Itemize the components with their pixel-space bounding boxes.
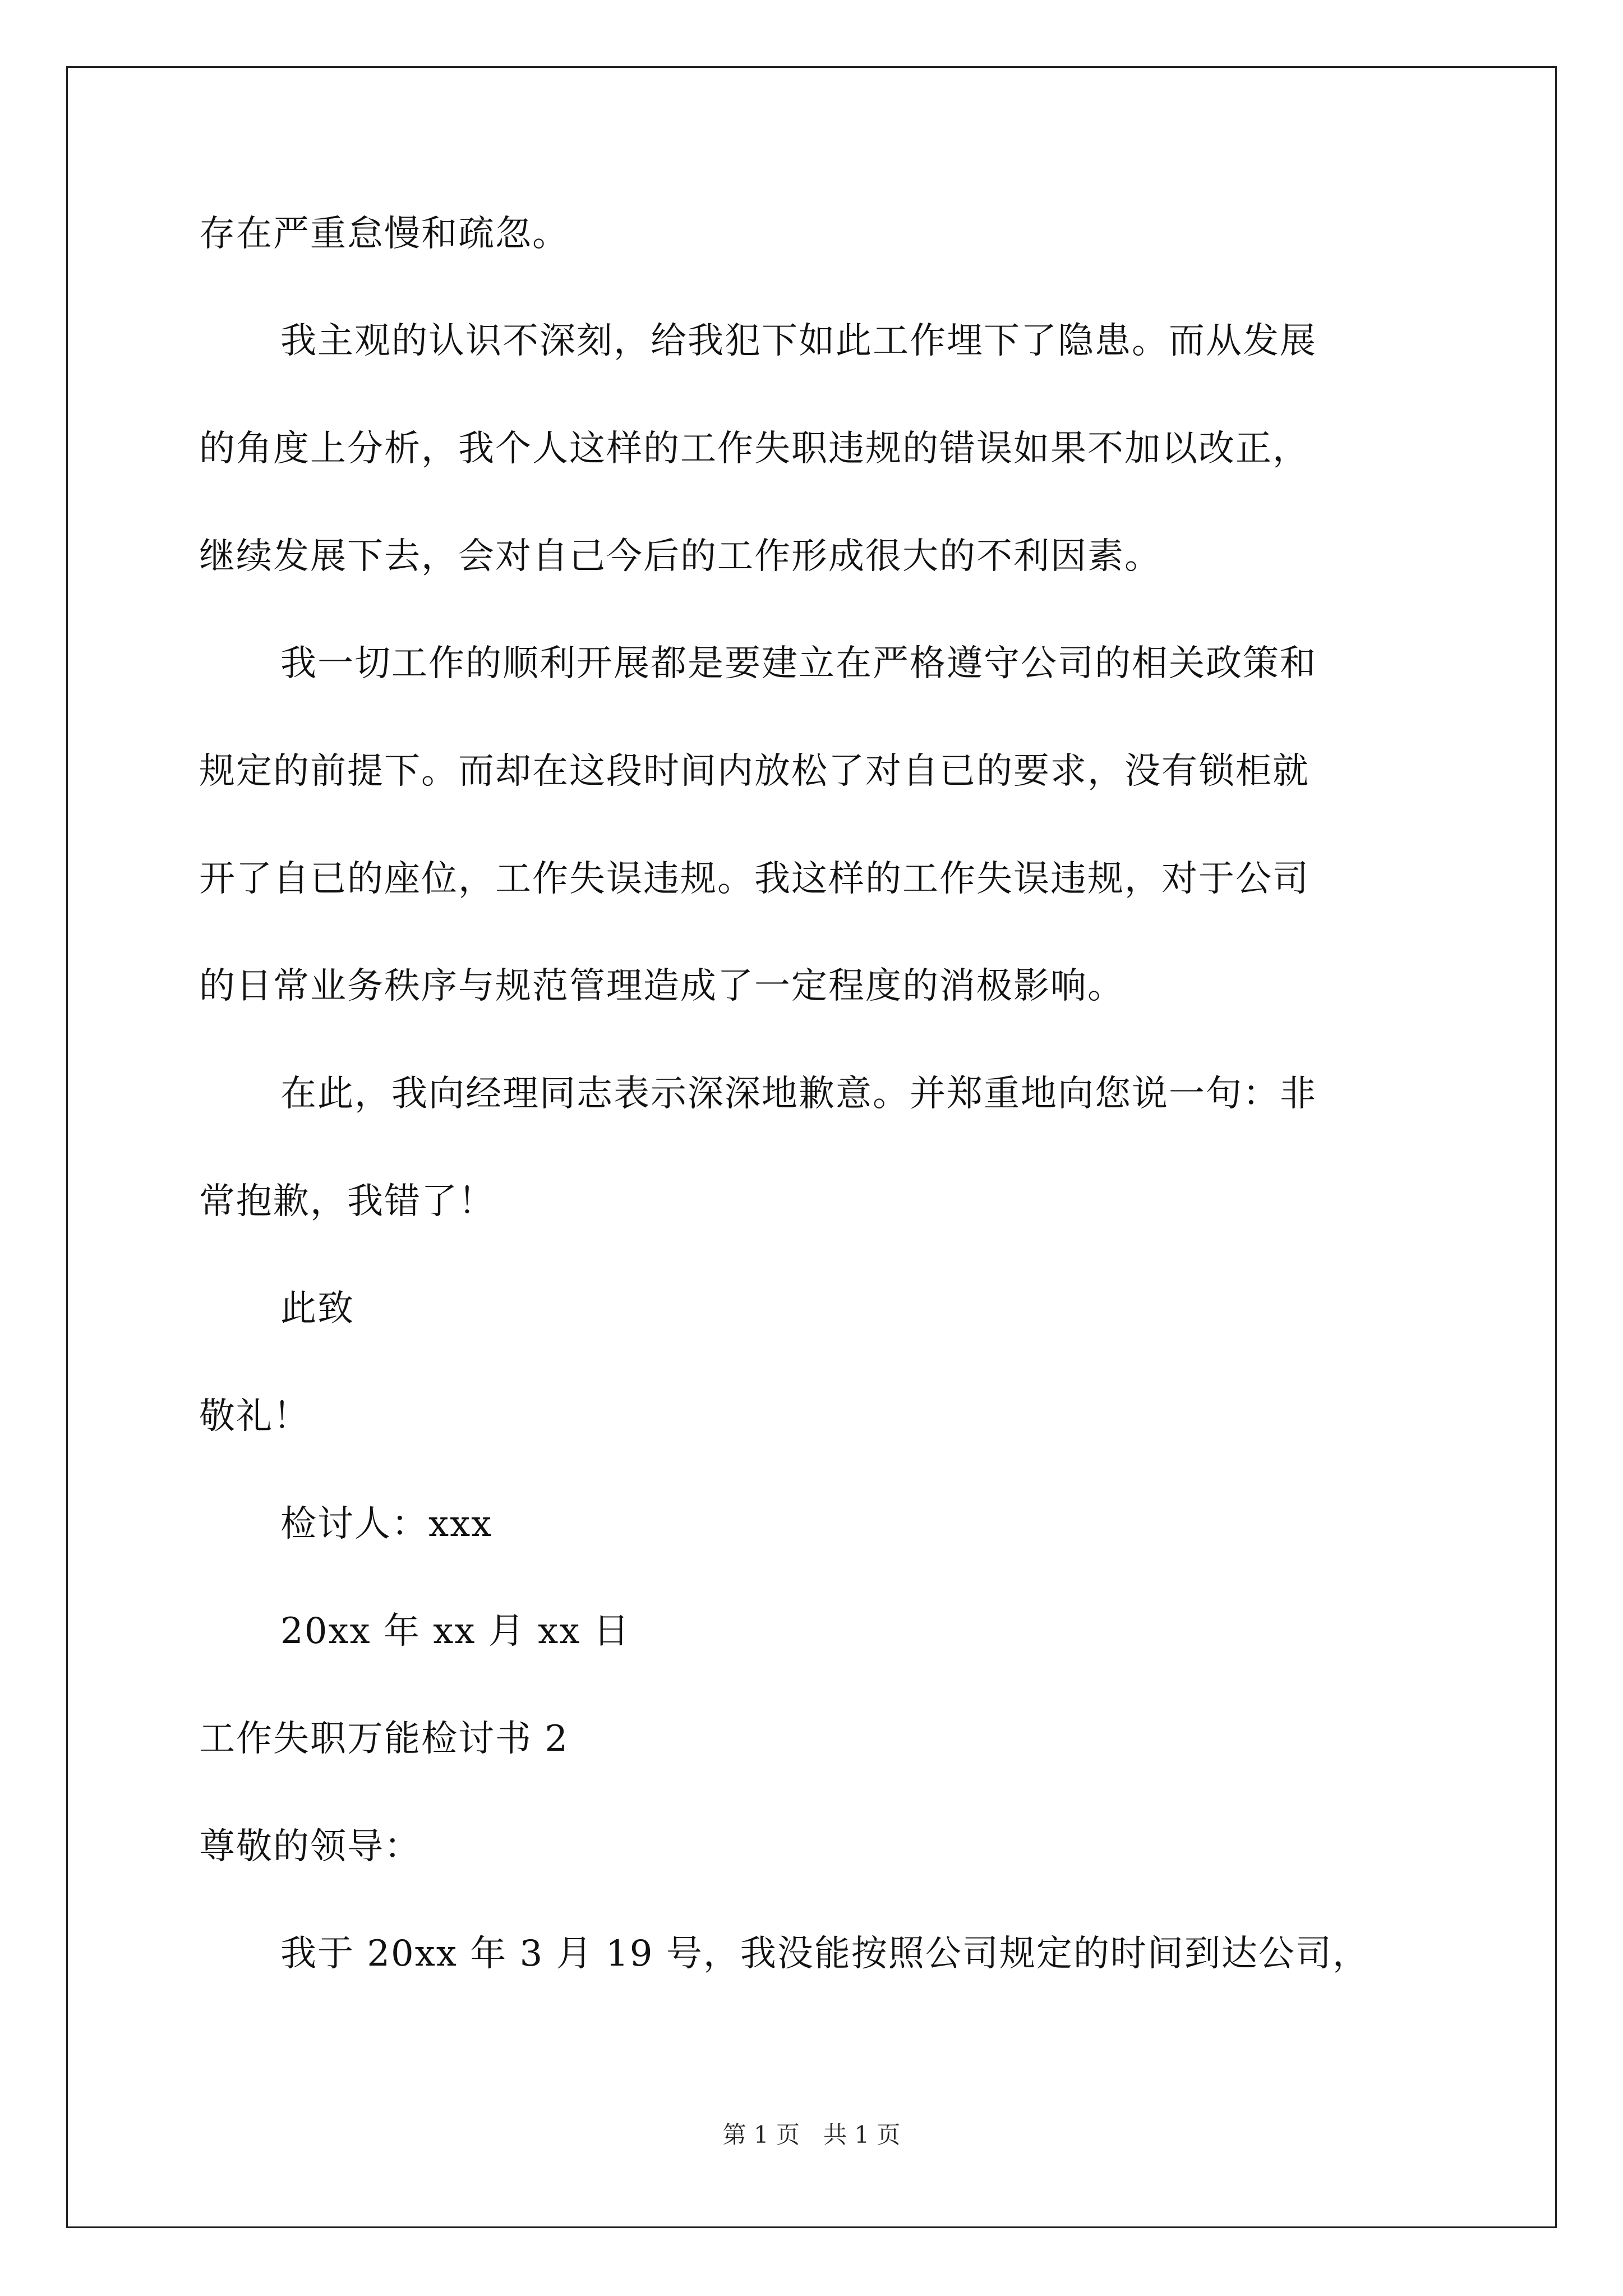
page-border bbox=[66, 66, 1557, 2228]
paragraph-3-line-1: 我一切工作的顺利开展都是要建立在严格遵守公司的相关政策和 bbox=[280, 643, 1317, 684]
paragraph-4-line-2: 常抱歉，我错了！ bbox=[199, 1181, 495, 1222]
section-title: 工作失职万能检讨书 2 bbox=[199, 1718, 569, 1760]
paragraph-2-line-2: 的角度上分析，我个人这样的工作失职违规的错误如果不加以改正， bbox=[199, 428, 1310, 470]
paragraph-3-line-3: 开了自已的座位，工作失误违规。我这样的工作失误违规，对于公司 bbox=[199, 858, 1310, 900]
paragraph-body-line-1: 我于 20xx 年 3 月 19 号，我没能按照公司规定的时间到达公司， bbox=[280, 1933, 1370, 1975]
signature-date: 20xx 年 xx 月 xx 日 bbox=[280, 1611, 630, 1652]
signature-name: 检讨人：xxx bbox=[280, 1503, 493, 1545]
paragraph-1-line-1: 存在严重怠慢和疏忽。 bbox=[199, 213, 569, 255]
paragraph-3-line-4: 的日常业务秩序与规范管理造成了一定程度的消极影响。 bbox=[199, 965, 1124, 1007]
page-footer: 第 1 页 共 1 页 bbox=[722, 2121, 901, 2148]
greeting: 尊敬的领导： bbox=[199, 1826, 421, 1867]
paragraph-2-line-3: 继续发展下去，会对自己今后的工作形成很大的不利因素。 bbox=[199, 536, 1161, 577]
paragraph-2-line-1: 我主观的认识不深刻，给我犯下如此工作埋下了隐患。而从发展 bbox=[280, 320, 1317, 362]
closing-regards: 敬礼！ bbox=[199, 1396, 310, 1437]
closing-salutation: 此致 bbox=[280, 1288, 354, 1329]
paragraph-4-line-1: 在此，我向经理同志表示深深地歉意。并郑重地向您说一句：非 bbox=[280, 1073, 1317, 1115]
paragraph-3-line-2: 规定的前提下。而却在这段时间内放松了对自已的要求，没有锁柜就 bbox=[199, 751, 1310, 792]
